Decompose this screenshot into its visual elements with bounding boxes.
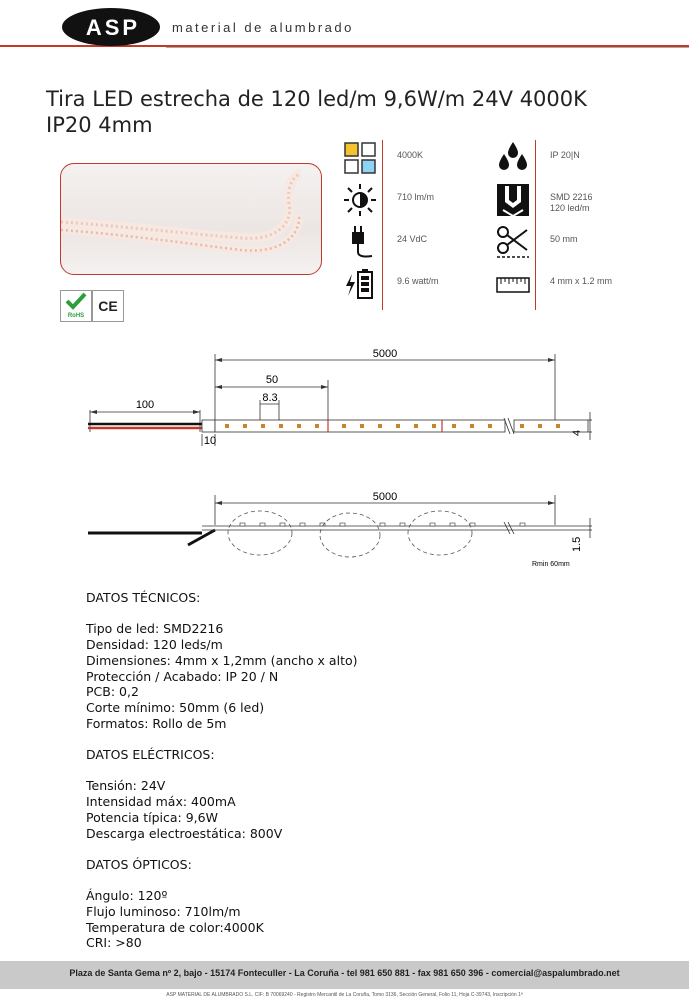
spec-luminous-flux [342, 182, 492, 220]
battery-power-icon [342, 266, 378, 302]
spec-value: 9.6 watt/m [397, 276, 439, 286]
elec-voltage: Tensión: 24V [86, 778, 166, 794]
dim-gap: 10 [203, 435, 217, 447]
product-title-line-1: Tira LED estrecha de 120 led/m 9,6W/m 24V 4000K [46, 87, 587, 111]
spec-led-chip: SMD 2216 [550, 192, 593, 202]
ruler-icon [495, 266, 531, 302]
spec-value: 4000K [397, 150, 424, 160]
opt-color-temp: Temperatura de color:4000K [86, 919, 264, 935]
tech-min-cut: Corte mínimo: 50mm (6 led) [86, 699, 265, 715]
spec-led-density: 120 led/m [550, 203, 590, 213]
dim-width: 4 [571, 429, 583, 436]
scissors-icon [495, 224, 531, 260]
dim-cable-length: 100 [135, 399, 155, 411]
tech-protection: Protección / Acabado: IP 20 / N [86, 668, 279, 684]
spec-color-temperature [342, 140, 492, 178]
spec-value: 4 mm x 1.2 mm [550, 276, 613, 286]
spec-voltage [342, 224, 492, 262]
elec-esd: Descarga electroestática: 800V [86, 825, 283, 841]
tech-formats: Formatos: Rollo de 5m [86, 715, 227, 731]
company-tagline: material de alumbrado [172, 20, 354, 35]
technical-drawing [80, 340, 610, 570]
opt-cri: CRI: >80 [86, 935, 142, 951]
rohs-label: RoHS [67, 313, 85, 319]
color-temperature-icon [342, 140, 378, 176]
power-plug-icon [342, 224, 378, 260]
spec-led-type [495, 182, 645, 220]
strip-dimension-drawing [80, 340, 610, 570]
optical-heading: DATOS ÓPTICOS: [86, 856, 192, 872]
dim-thickness: 1.5 [571, 536, 583, 552]
legal-notice: ASP MATERIAL DE ALUMBRADO S.L. CIF: B 70069240 - Registro Mercantil de La Coruña, Tomo 3136, Sección General, Folio 11, Hoja C-39743, Inscripción 1ª [166, 992, 523, 998]
page-header [0, 0, 689, 58]
product-data-sheet [86, 590, 586, 951]
tech-density: Densidad: 120 leds/m [86, 637, 223, 653]
elec-power: Potencia típica: 9,6W [86, 809, 218, 825]
dim-pitch: 8.3 [262, 392, 278, 404]
electrical-heading: DATOS ELÉCTRICOS: [86, 747, 215, 762]
checkmark-icon [61, 291, 91, 311]
spec-value: 50 mm [550, 234, 578, 244]
brightness-icon [342, 182, 378, 218]
logo-text: ASP [85, 15, 141, 40]
rohs-badge [60, 290, 92, 322]
opt-angle: Ángulo: 120º [86, 888, 168, 904]
spec-power [342, 266, 492, 304]
tech-dimensions: Dimensiones: 4mm x 1,2mm (ancho x alto) [86, 652, 358, 668]
bend-radius-circles [228, 511, 472, 557]
spec-value: IP 20|N [550, 150, 580, 160]
product-title [46, 86, 646, 138]
spec-value: 710 lm/m [397, 192, 435, 202]
dim-length-bottom: 5000 [372, 491, 398, 503]
led-chip-icon [495, 182, 531, 218]
dim-cut-length: 50 [265, 374, 279, 386]
led-strip-photo-illustration [61, 164, 321, 274]
header-underline [166, 47, 689, 48]
elec-max-current: Intensidad máx: 400mA [86, 794, 236, 810]
page-footer [0, 961, 689, 989]
tech-led-type: Tipo de led: SMD2216 [86, 621, 224, 637]
product-photo [60, 163, 322, 275]
spec-value: 24 VdC [397, 234, 428, 244]
spec-value [550, 192, 593, 214]
spec-ip-rating [495, 140, 645, 178]
spec-icon-grid [342, 140, 642, 310]
dim-length-top: 5000 [372, 348, 398, 360]
tech-pcb: PCB: 0,2 [86, 684, 139, 700]
product-title-line-2: IP20 4mm [46, 113, 153, 137]
technical-heading: DATOS TÉCNICOS: [86, 590, 201, 605]
water-drops-icon [495, 140, 531, 176]
spec-dimensions [495, 266, 645, 304]
dim-bend-radius: Rmin 60mm [532, 561, 570, 568]
spec-cut-length [495, 224, 645, 262]
opt-flux: Flujo luminoso: 710lm/m [86, 903, 241, 919]
company-address: Plaza de Santa Gema nº 2, bajo - 15174 Fonteculler - La Coruña - tel 981 650 881 - fax 981 650 396 - comercial@aspalumbrado.net [69, 968, 620, 978]
ce-badge: CE [92, 290, 124, 322]
